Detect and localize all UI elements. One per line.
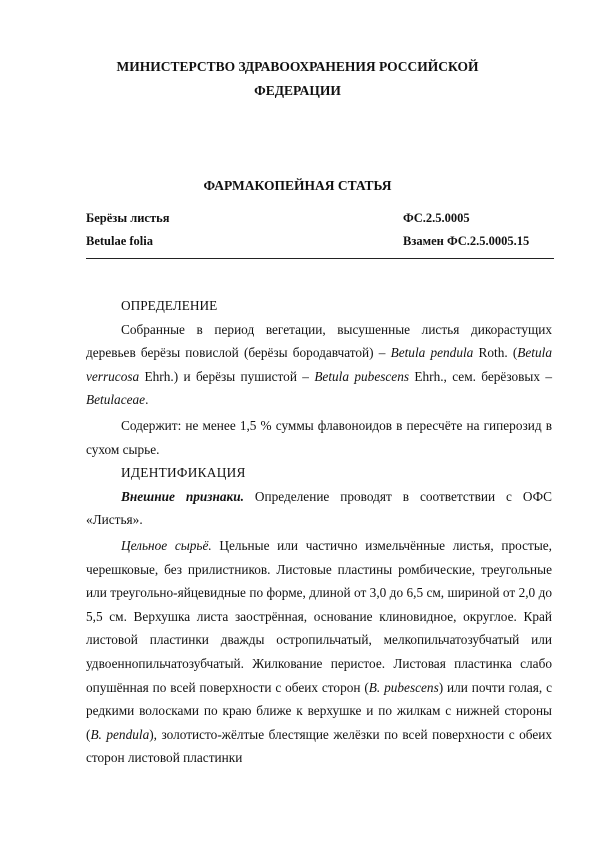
definition-text: Собранные в период вегетации, высушенные листья дикорастущих деревьев берёзы повислой (берёзы бородавчатой) –	[86, 321, 552, 361]
ministry-header: МИНИСТЕРСТВО ЗДРАВООХРАНЕНИЯ РОССИЙСКОЙ ФЕДЕРАЦИИ	[116, 59, 479, 98]
definition-paragraph	[86, 318, 552, 412]
header-divider	[86, 258, 554, 259]
subsection-label: Внешние признаки.	[121, 488, 244, 504]
article-body	[86, 294, 552, 770]
species-name: B. pubescens	[368, 679, 439, 695]
external-features-paragraph	[86, 485, 552, 532]
definition-text: Roth. (	[473, 345, 518, 361]
section-heading-identification: ИДЕНТИФИКАЦИЯ	[121, 465, 246, 481]
article-title: ФАРМАКОПЕЙНАЯ СТАТЬЯ	[203, 178, 392, 193]
species-name: Betula pendula	[390, 345, 474, 361]
article-replaces: Взамен ФС.2.5.0005.15	[403, 234, 530, 248]
species-name: B. pendula	[90, 726, 150, 742]
paragraph-text: ) или почти голая, с редкими волосками по краю ближе к верхушке и по жилкам с нижней стороны (	[86, 679, 553, 742]
subsection-label: Цельное сырьё.	[121, 537, 212, 553]
content-paragraph: Содержит: не менее 1,5 % суммы флавоноидов в пересчёте на гиперозид в сухом сырье.	[86, 417, 552, 457]
paragraph-text: ), золотисто-жёлтые блестящие желёзки по всей поверхности с обеих сторон листовой пластинки	[86, 726, 552, 766]
article-meta-row-2	[86, 234, 554, 249]
definition-text: Ehrh.) и берёзы пушистой –	[139, 368, 315, 384]
family-name: Betulaceae	[86, 392, 146, 408]
species-name: Betula verrucosa	[86, 345, 552, 384]
paragraph-text: Цельные или частично измельчённые листья, простые, черешковые, без прилистников. Листовые пластины ромбические, треугольные или треугольно-яйцевидные по форме, длиной от 3,0 до 6,5 см, шириной от 2,0 до 5,5 см. Верхушка листа заострённая, основание клиновидное, округлое. Край листовой пластинки дважды остропильчатый, мелкопильчатозубчатый или удвоеннопильчатозубчатый. Жилкование перистое. Листовая пластинка слабо опушённая по всей поверхности с обеих сторон (	[86, 537, 552, 695]
article-code: ФС.2.5.0005	[403, 211, 470, 225]
article-name-ru: Берёзы листья	[86, 211, 170, 225]
section-heading-definition: ОПРЕДЕЛЕНИЕ	[121, 298, 218, 313]
definition-text: Ehrh., сем. берёзовых –	[409, 368, 553, 384]
article-name-latin: Betulae folia	[86, 234, 154, 248]
definition-text: .	[145, 392, 149, 408]
species-name: Betula pubescens	[314, 368, 410, 384]
paragraph-text: Определение проводят в соответствии с ОФС «Листья».	[86, 488, 552, 528]
article-meta-row-1	[86, 211, 554, 226]
whole-raw-material-paragraph	[86, 534, 552, 770]
